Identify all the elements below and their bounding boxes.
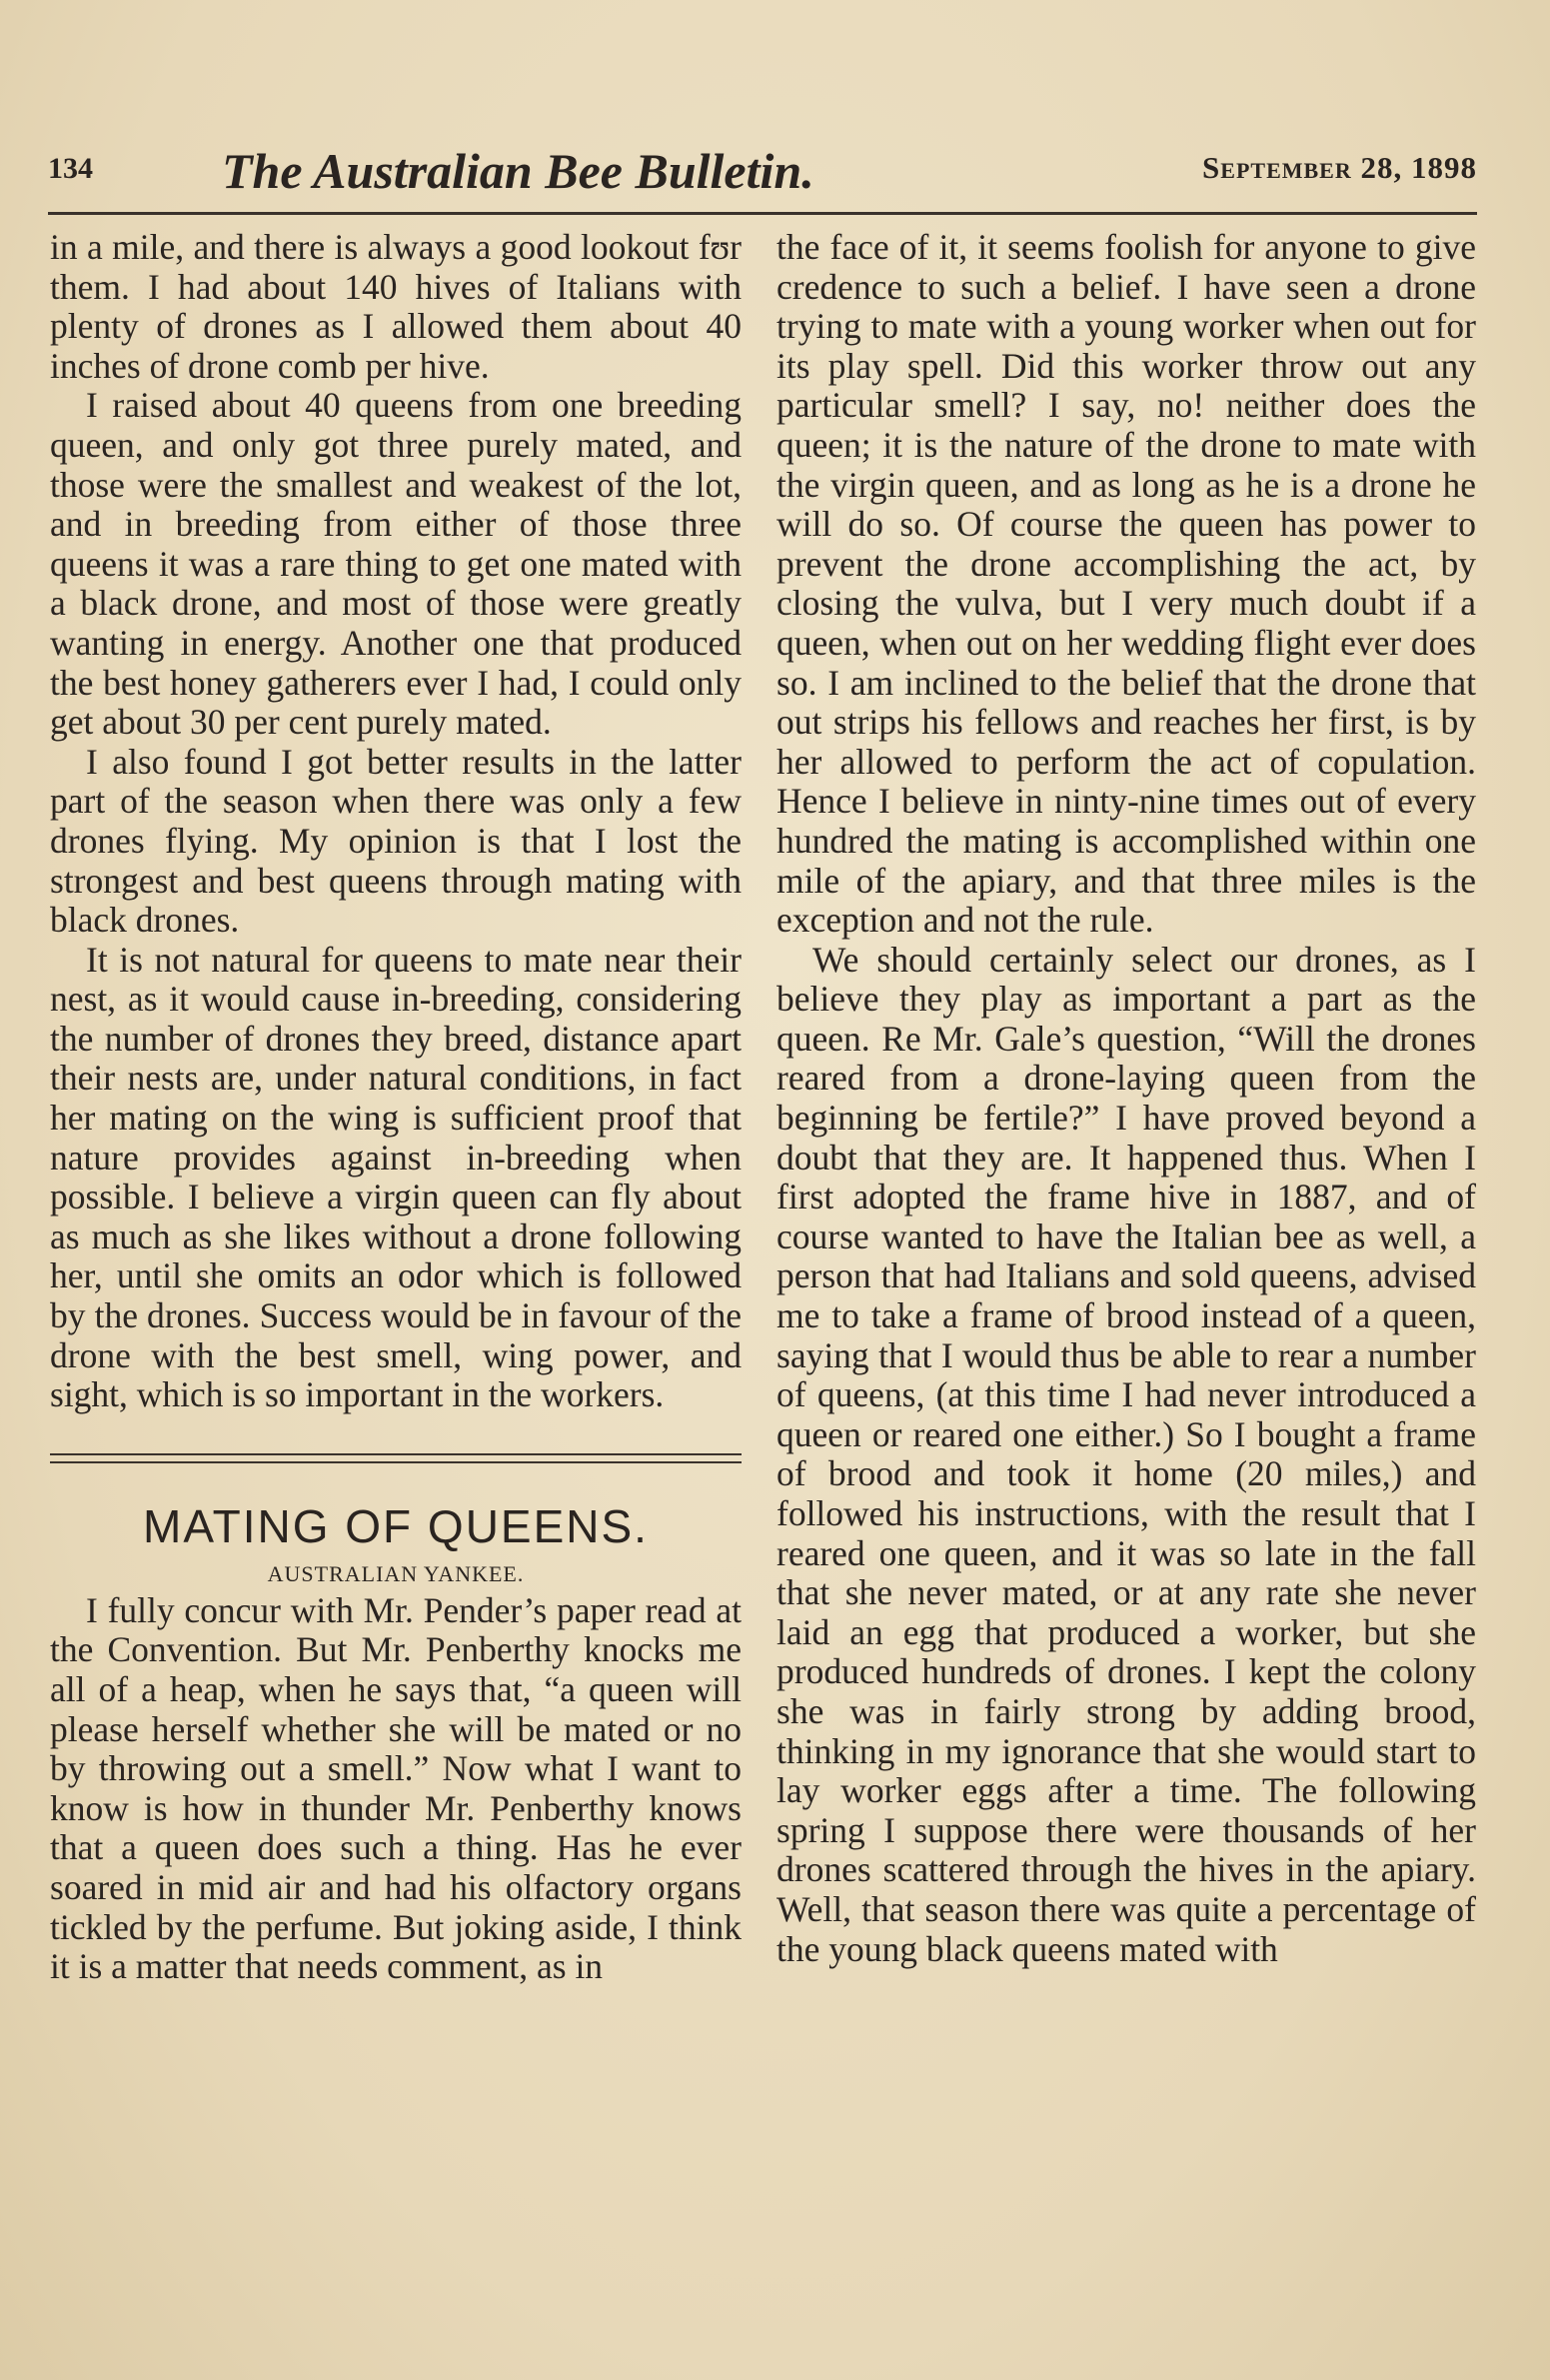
section-divider xyxy=(50,1453,742,1463)
paragraph: the face of it, it seems foolish for anyone to give credence to such a belief. I have seen a drone trying to mate with a young worker when out for its play spell. Did this worker throw out any particular smell? I say, no! neither does the queen; it is the nature of the drone to mate with the virgin queen, and as long as he is a drone he will do so. Of course the queen has power to prevent the drone accomplishing the act, by closing the vulva, but I very much doubt if a queen, when out on her wedding flight ever does so. I am inclined to the belief that the drone that out strips his fellows and reaches her first, is by her allowed to perform the act of copulation. Hence I believe in ninty-nine times out of every hundred the mating is accomplished within one mile of the apiary, and that three miles is the exception and not the rule. xyxy=(776,227,1476,941)
left-column xyxy=(50,228,742,1987)
issue-date: September 28, 1898 xyxy=(1202,150,1477,185)
paragraph: We should certainly select our drones, as I believe they play as important a part as the queen. Re Mr. Gale’s question, “Will the drones reared from a drone-laying queen from the beginning be fertile?” I have proved beyond a doubt that they are. It happened thus. When I first adopted the frame hive in 1887, and of course wanted to have the Italian bee as well, a person that had Italians and sold queens, advised me to take a frame of brood instead of a queen, saying that I would thus be able to rear a number of queens, (at this time I had never introduced a queen or reared one either.) So I bought a frame of brood and took it home (20 miles,) and followed his instructions, with the result that I reared one queen, and it was so late in the fall that she never mated, or at any rate she never laid an egg that produced a worker, but she produced hundreds of drones. I kept the colony she was in fairly strong by adding brood, thinking in my ignorance that she would start to lay worker eggs after a time. The following spring I suppose there were thousands of her drones scattered through the hives in the apiary. Well, that season there was quite a percentage of the young black queens mated with xyxy=(776,939,1476,1969)
running-header xyxy=(48,142,1477,202)
paragraph: I raised about 40 queens from one breeding queen, and only got three purely mated, and those were the smallest and weakest of the lot, and in breeding from either of those three queens it was a rare thing to get one mated with a black drone, and most of those were greatly wanting in energy. Another one that produced the best honey gatherers ever I had, I could only get about 30 per cent purely mated. xyxy=(50,385,742,743)
journal-title: The Australian Bee Bulletin. xyxy=(222,143,814,199)
paragraph: I fully concur with Mr. Pender’s paper read at the Convention. But Mr. Penberthy knocks me all of a heap, when he says that, “a queen will please herself whether she will be mated or no by throwing out a smell.” Now what I want to know is how in thunder Mr. Penberthy knows that a queen does such a thing. Has he ever soared in mid air and had his olfactory organs tickled by the perfume. But joking aside, I think it is a matter that needs comment, as in xyxy=(50,1589,742,1987)
right-column xyxy=(776,228,1476,1969)
paragraph: It is not natural for queens to mate near their nest, as it would cause in-breeding, considering the number of drones they breed, distance apart their nests are, under natural conditions, in fact her mating on the wing is sufficient proof that nature provides against in-breeding when possible. I believe a virgin queen can fly about as much as she likes without a drone following her, until she omits an odor which is followed by the drones. Success would be in favour of the drone with the best smell, wing power, and sight, which is so important in the workers. xyxy=(50,939,742,1415)
page-number: 134 xyxy=(48,152,93,185)
header-rule xyxy=(48,212,1477,215)
article-heading: MATING OF QUEENS. xyxy=(143,1499,649,1552)
article-byline: AUSTRALIAN YANKEE. xyxy=(267,1560,525,1586)
paragraph: I also found I got better results in the latter part of the season when there was only a few drones flying. My opinion is that I lost the strongest and best queens through mating with black drones. xyxy=(50,741,742,941)
paragraph: in a mile, and there is always a good lookout fʊr them. I had about 140 hives of Italians with plenty of drones as I allowed them about 40 inches of drone comb per hive. xyxy=(50,227,742,386)
